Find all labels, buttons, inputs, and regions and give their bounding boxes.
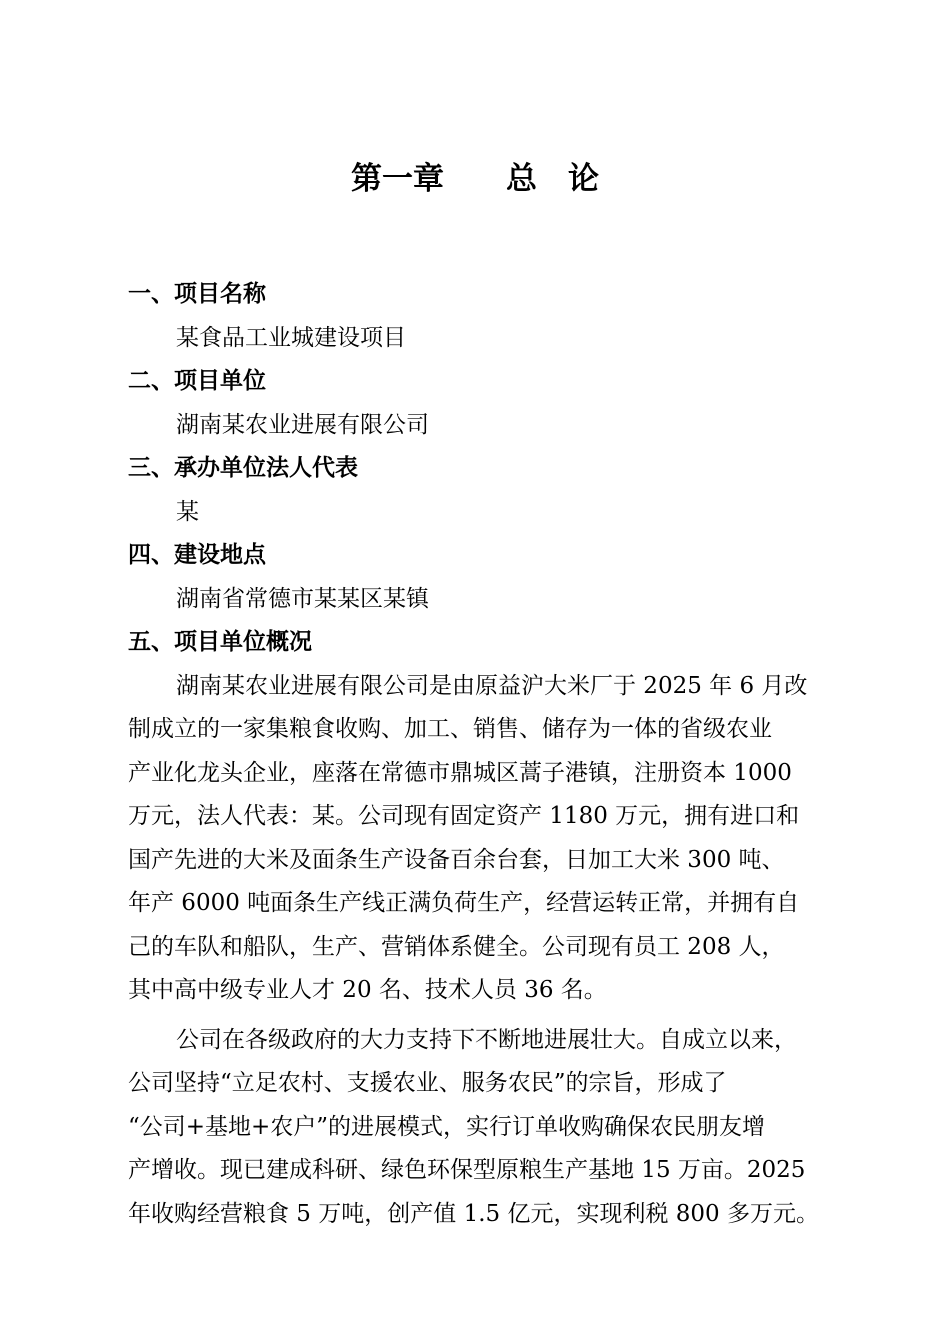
- paragraph-line: 其中高中级专业人才 20 名、技术人员 36 名。: [128, 977, 607, 1003]
- section-heading-legal-representative: 三、承办单位法人代表: [128, 455, 358, 481]
- construction-site-value: 湖南省常德市某某区某镇: [176, 585, 429, 612]
- paragraph-line: “公司+基地+农户”的进展模式，实行订单收购确保农民朋友增: [128, 1113, 766, 1140]
- overview-paragraph-1: [128, 665, 868, 1013]
- legal-representative-value: 某: [176, 498, 199, 525]
- document-body: [128, 273, 868, 1236]
- section-heading-project-name: 一、项目名称: [128, 281, 266, 307]
- paragraph-line: 制成立的一家集粮食收购、加工、销售、储存为一体的省级农业: [128, 716, 772, 742]
- paragraph-line: 万元，法人代表：某。公司现有固定资产 1180 万元，拥有进口和: [128, 803, 800, 829]
- project-name-value: 某食品工业城建设项目: [176, 324, 406, 351]
- section-heading-unit-overview: 五、项目单位概况: [128, 629, 312, 655]
- overview-paragraph-2: [128, 1019, 868, 1237]
- paragraph-line: 年收购经营粮食 5 万吨，创产值 1.5 亿元，实现利税 800 多万元。: [128, 1200, 819, 1227]
- paragraph-line: 公司在各级政府的大力支持下不断地进展壮大。自成立以来，: [176, 1026, 797, 1053]
- paragraph-line: 湖南某农业进展有限公司是由原益沪大米厂于 2025 年 6 月改: [176, 672, 808, 699]
- paragraph-line: 己的车队和船队，生产、营销体系健全。公司现有员工 208 人，: [128, 933, 785, 960]
- section-heading-construction-site: 四、建设地点: [128, 542, 266, 568]
- paragraph-line: 国产先进的大米及面条生产设备百余台套，日加工大米 300 吨、: [128, 846, 785, 873]
- paragraph-line: 产增收。现已建成科研、绿色环保型原粮生产基地 15 万亩。2025: [128, 1157, 806, 1183]
- paragraph-line: 公司坚持“立足农村、支援农业、服务农民”的宗旨，形成了: [128, 1070, 727, 1096]
- project-unit-value: 湖南某农业进展有限公司: [176, 411, 429, 438]
- paragraph-line: 年产 6000 吨面条生产线正满负荷生产，经营运转正常，并拥有自: [128, 890, 800, 916]
- section-heading-project-unit: 二、项目单位: [128, 368, 266, 394]
- chapter-title: 第一章 总 论: [351, 161, 599, 197]
- paragraph-line: 产业化龙头企业，座落在常德市鼎城区蒿子港镇，注册资本 1000: [128, 759, 792, 786]
